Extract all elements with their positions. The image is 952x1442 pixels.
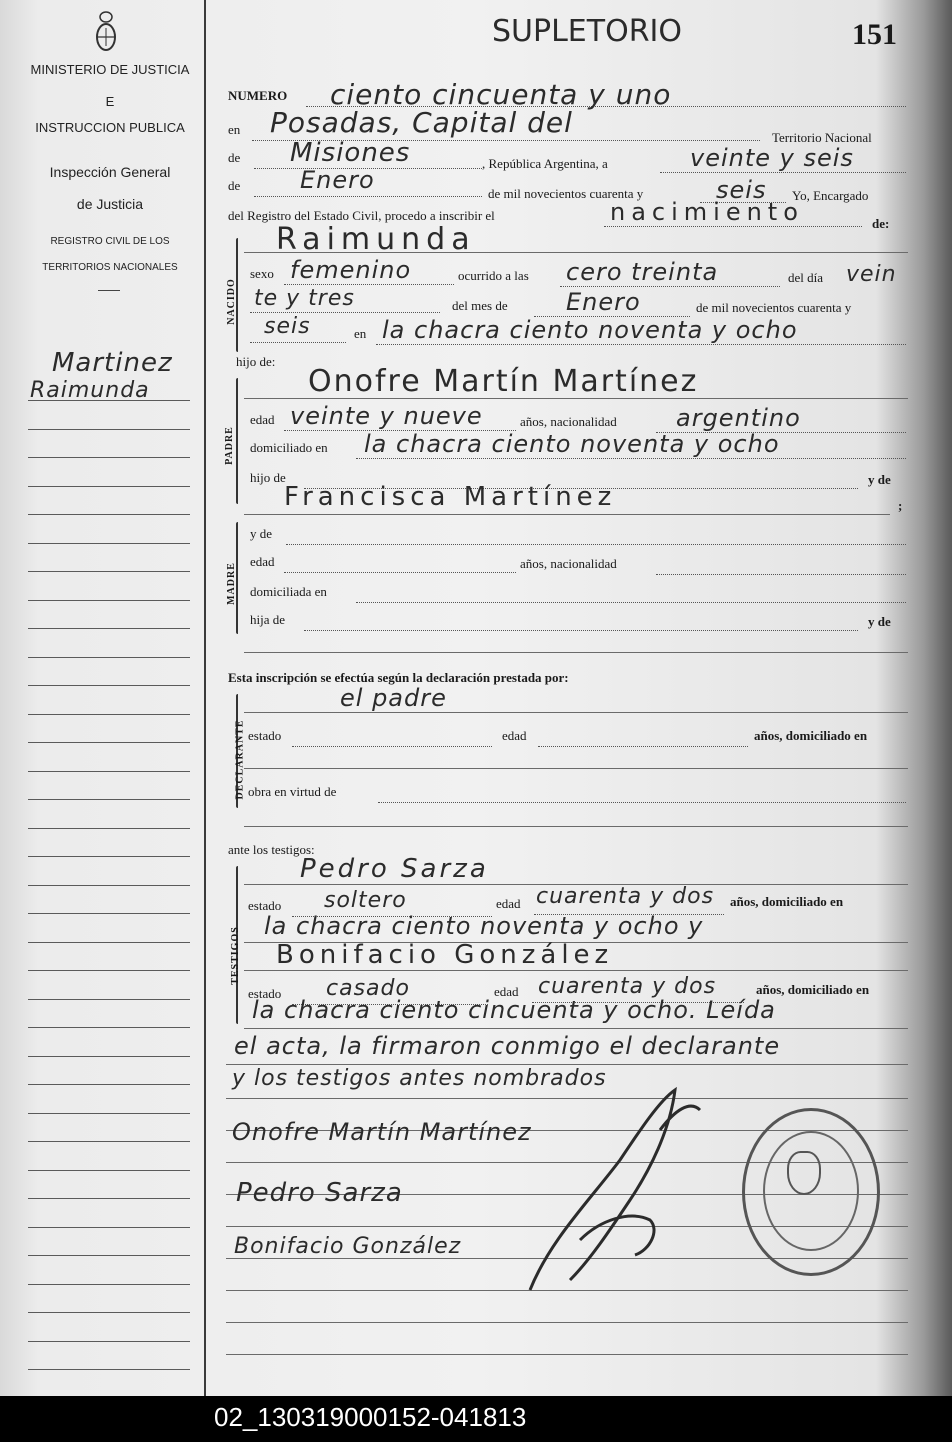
- hw-dia-1: vein: [846, 262, 897, 287]
- hw-dia-2: te y tres: [254, 286, 355, 311]
- label-del-mes: del mes de: [452, 298, 508, 313]
- label-anos-nac: años, nacionalidad: [520, 414, 617, 429]
- label-estado-2: estado: [248, 898, 282, 913]
- hw-testigo-2: Bonifacio González: [276, 940, 614, 970]
- signature-declarante: Onofre Martín Martínez: [232, 1118, 532, 1146]
- hw-abuela: Francisca Martínez: [284, 482, 617, 512]
- hw-anio-2: seis: [264, 314, 311, 339]
- hw-anio: seis: [716, 176, 767, 204]
- margin-rule: [28, 1113, 190, 1114]
- margin-rule: [28, 600, 190, 601]
- label-obra: obra en virtud de: [248, 784, 337, 799]
- label-registro: del Registro del Estado Civil, procedo a inscribir el: [228, 208, 495, 223]
- registry-line-1: REGISTRO CIVIL DE LOS: [50, 236, 170, 247]
- registry-line-2: TERRITORIOS NACIONALES: [42, 262, 178, 273]
- label-edad-2: edad: [250, 554, 275, 569]
- margin-rule: [28, 1027, 190, 1028]
- margin-rule: [28, 400, 190, 401]
- hw-ciudad: Posadas, Capital del: [270, 106, 573, 139]
- margin-rule: [28, 999, 190, 1000]
- margin-rule: [28, 657, 190, 658]
- margin-rule: [28, 970, 190, 971]
- label-anos-dom-2: años, domiciliado en: [730, 894, 844, 909]
- label-semicolon: ;: [898, 498, 903, 513]
- ministry-line-2: E: [105, 94, 115, 109]
- hw-cierre-2: y los testigos antes nombrados: [232, 1066, 607, 1091]
- label-anos-nac-2: años, nacionalidad: [520, 556, 617, 571]
- label-hijo-de-colon: hijo de:: [236, 354, 276, 369]
- margin-rule: [28, 571, 190, 572]
- side-label-nacido: NACIDO: [225, 278, 237, 325]
- margin-rule: [28, 828, 190, 829]
- label-territorio: Territorio Nacional: [772, 130, 872, 145]
- hw-t2-estado: casado: [326, 976, 410, 1001]
- margin-rule: [28, 429, 190, 430]
- margin-rule: [28, 486, 190, 487]
- label-ocurrido: ocurrido a las: [458, 268, 529, 283]
- hw-numero: ciento cincuenta y uno: [330, 78, 672, 111]
- label-de-colon: de:: [872, 216, 890, 231]
- hw-acto: nacimiento: [610, 198, 804, 226]
- label-mil-2: de mil novecientos cuarenta y: [696, 300, 852, 315]
- margin-surname: Martinez: [52, 348, 173, 378]
- margin-rule: [28, 543, 190, 544]
- margin-rule: [28, 1084, 190, 1085]
- hw-hora: cero treinta: [566, 258, 719, 286]
- margin-rule: [28, 885, 190, 886]
- hw-territorio: Misiones: [290, 138, 411, 168]
- label-yo: Yo, Encargado: [792, 188, 869, 203]
- margin-given-name: Raimunda: [30, 378, 150, 403]
- label-edad-5: edad: [494, 984, 519, 999]
- margin-rule: [28, 1284, 190, 1285]
- label-de: de: [228, 150, 241, 165]
- hw-cierre-1: el acta, la firmaron conmigo el declarante: [234, 1032, 781, 1060]
- hw-mes: Enero: [566, 288, 641, 316]
- hw-nombre: Raimunda: [276, 222, 476, 257]
- margin-rule: [28, 628, 190, 629]
- margin-rule: [28, 1198, 190, 1199]
- margin-rule: [28, 714, 190, 715]
- margin-rule: [28, 514, 190, 515]
- margin-rule: [28, 1369, 190, 1370]
- hw-t1-dom: la chacra ciento noventa y ocho y: [264, 912, 704, 940]
- margin-rule: [28, 942, 190, 943]
- hw-sexo: femenino: [290, 256, 412, 284]
- margin-rule: [28, 1056, 190, 1057]
- hw-fecha-mes: Enero: [300, 166, 375, 194]
- hw-testigo-1: Pedro Sarza: [300, 854, 489, 884]
- margin-rule: [28, 1312, 190, 1313]
- side-label-declarante: DECLARANTE: [234, 719, 246, 800]
- officer-signature-icon: [510, 1070, 710, 1300]
- hw-padre-dom: la chacra ciento noventa y ocho: [364, 430, 780, 458]
- side-label-testigos: TESTIGOS: [229, 926, 241, 985]
- signature-testigo-2: Bonifacio González: [234, 1234, 462, 1259]
- label-mil: de mil novecientos cuarenta y: [488, 186, 644, 201]
- label-anos-dom: años, domiciliado en: [754, 728, 868, 743]
- label-y-de: y de: [868, 472, 891, 487]
- label-testigos: ante los testigos:: [228, 842, 315, 857]
- label-y-de-2: y de: [250, 526, 273, 541]
- label-y-de-3: y de: [868, 614, 891, 629]
- document-code: 02_130319000152-041813: [214, 1402, 527, 1432]
- coat-of-arms-icon: [94, 10, 118, 54]
- hw-padre-edad: veinte y nueve: [290, 402, 483, 430]
- ministry-line-3: INSTRUCCION PUBLICA: [35, 120, 185, 135]
- label-edad: edad: [250, 412, 275, 427]
- hw-t1-estado: soltero: [324, 888, 407, 913]
- top-annotation: SUPLETORIO: [492, 14, 683, 49]
- label-hijo-de: hijo de: [250, 470, 286, 485]
- ministry-line-1: MINISTERIO DE JUSTICIA: [30, 62, 190, 77]
- left-margin-column: [0, 0, 206, 1396]
- label-estado-3: estado: [248, 986, 282, 1001]
- label-inscripcion: Esta inscripción se efectúa según la declaración prestada por:: [228, 670, 569, 685]
- margin-rule: [28, 1227, 190, 1228]
- label-del-dia: del día: [788, 270, 824, 285]
- label-hija-de: hija de: [250, 612, 286, 627]
- margin-rule: [28, 771, 190, 772]
- margin-rule: [28, 685, 190, 686]
- margin-rule: [28, 1255, 190, 1256]
- label-de-2: de: [228, 178, 241, 193]
- label-estado: estado: [248, 728, 282, 743]
- label-domiciliada: domiciliada en: [250, 584, 327, 599]
- label-en-2: en: [354, 326, 367, 341]
- label-anos-dom-3: años, domiciliado en: [756, 982, 870, 997]
- hw-t2-edad: cuarenta y dos: [538, 974, 717, 999]
- label-numero: NUMERO: [228, 88, 288, 103]
- hw-declarante: el padre: [340, 684, 447, 712]
- folio-number: 151: [852, 18, 897, 51]
- label-en: en: [228, 122, 241, 137]
- inspection-line-1: Inspección General: [49, 164, 171, 180]
- hw-padre-nac: argentino: [676, 404, 801, 432]
- margin-rule: [28, 799, 190, 800]
- label-republica: , República Argentina, a: [482, 156, 608, 171]
- registry-seal-icon: [742, 1108, 880, 1276]
- hw-t1-edad: cuarenta y dos: [536, 884, 715, 909]
- label-domiciliado: domiciliado en: [250, 440, 328, 455]
- hw-lugar: la chacra ciento noventa y ocho: [382, 316, 798, 344]
- margin-rule: [28, 1170, 190, 1171]
- label-edad-3: edad: [502, 728, 527, 743]
- margin-rule: [28, 1341, 190, 1342]
- label-edad-4: edad: [496, 896, 521, 911]
- label-sexo: sexo: [250, 266, 274, 281]
- brace-padre: [236, 378, 238, 504]
- margin-rule: [28, 856, 190, 857]
- side-label-padre: PADRE: [223, 426, 235, 465]
- side-label-madre: MADRE: [225, 562, 237, 605]
- inspection-line-2: de Justicia: [76, 196, 144, 212]
- hw-padre-nombre: Onofre Martín Martínez: [308, 364, 699, 399]
- margin-rule: [28, 457, 190, 458]
- hw-t2-dom: la chacra ciento cincuenta y ocho. Leída: [252, 996, 776, 1024]
- margin-rule: [28, 1141, 190, 1142]
- signature-testigo-1: Pedro Sarza: [236, 1178, 403, 1208]
- margin-rule: [28, 742, 190, 743]
- hw-fecha-dia: veinte y seis: [690, 144, 854, 172]
- margin-rule: [28, 913, 190, 914]
- footer-bar: [0, 1396, 952, 1442]
